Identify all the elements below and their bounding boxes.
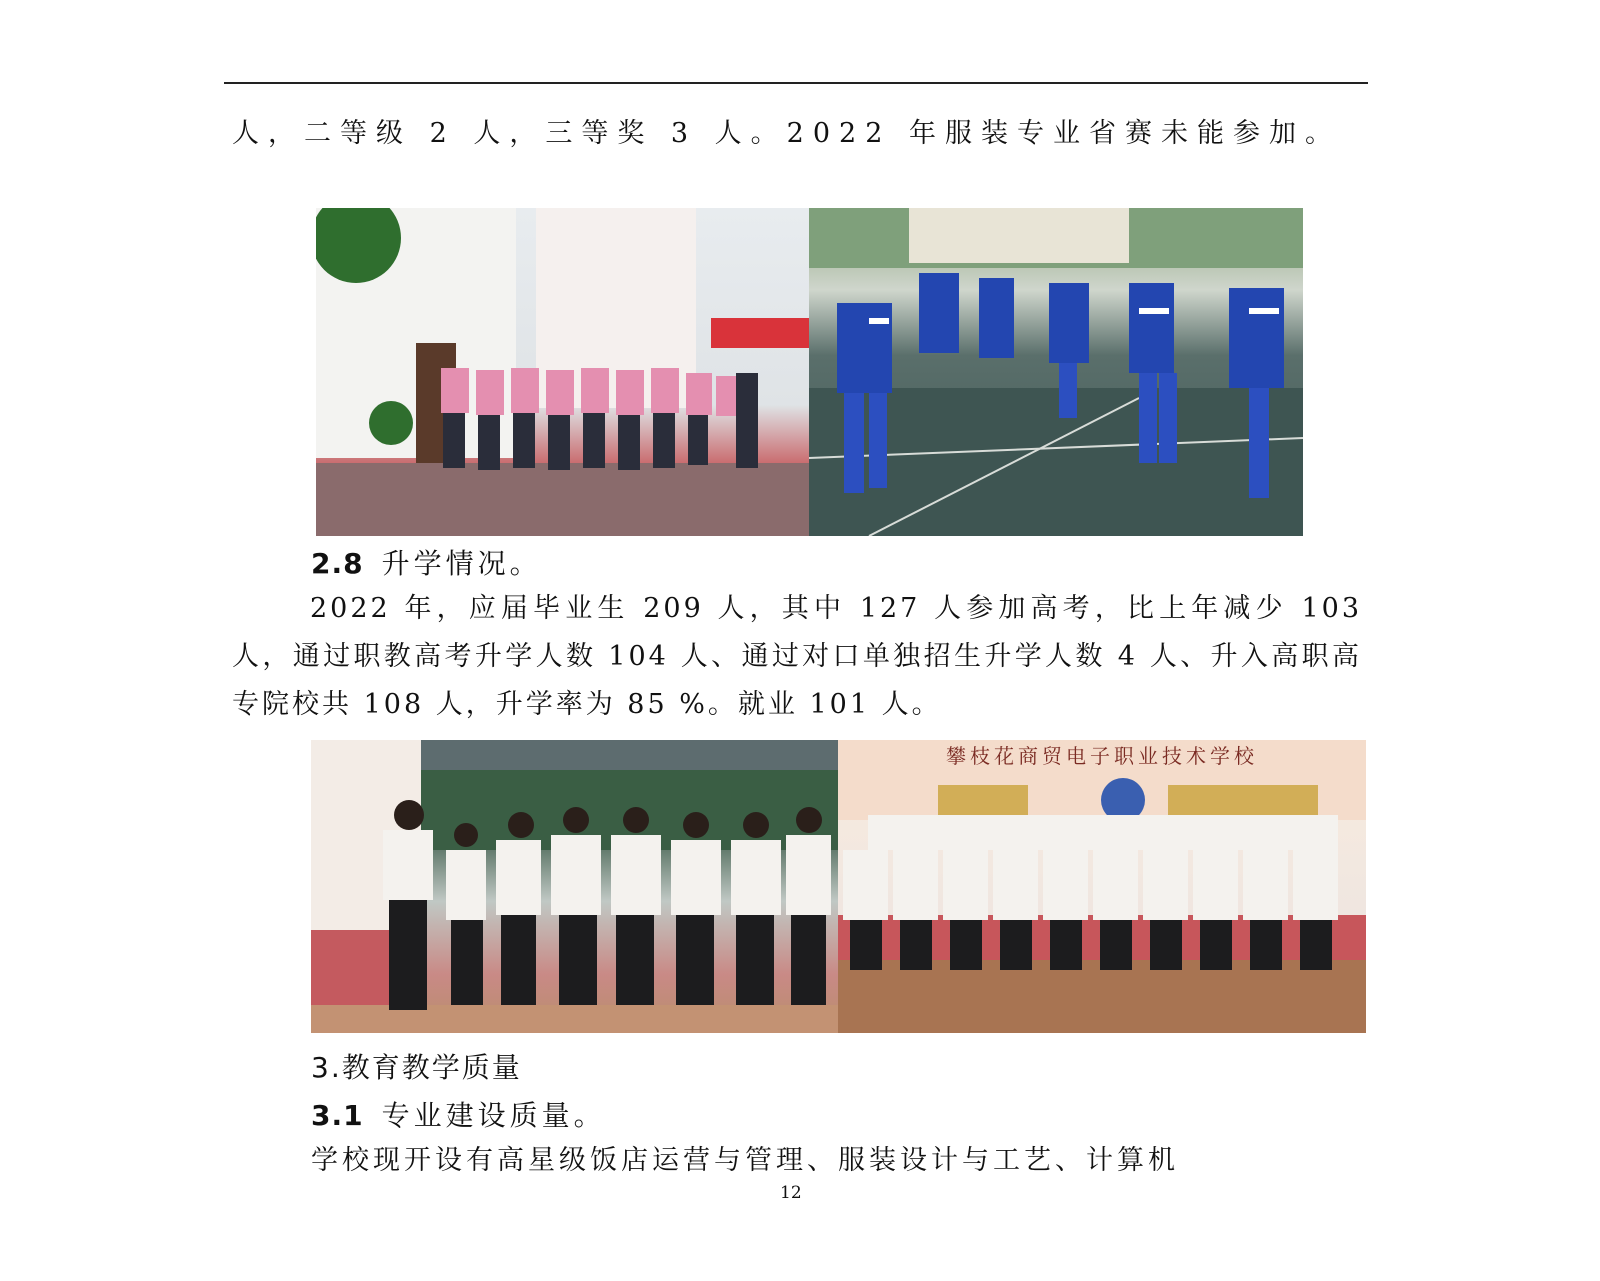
paragraph-awards: 人，二等级 2 人，三等奖 3 人。2022 年服装专业省赛未能参加。 [232,118,1341,149]
section-title: 升学情况。 [381,547,542,580]
photo-banner-school-name: 攀枝花商贸电子职业技术学校 [946,744,1258,768]
paragraph-majors: 学校现开设有高星级饭店运营与管理、服装设计与工艺、计算机 [311,1145,1179,1176]
section-number: 3.1 [311,1099,364,1132]
section-heading-2-8 [311,542,542,582]
section-heading-3-1 [311,1094,606,1134]
photo-blue-students-dancing [809,208,1303,536]
photo-students-choir-stage [838,740,1366,1033]
paragraph-enrollment [232,585,1362,729]
section-heading-3: 3.教育教学质量 [311,1051,522,1084]
section-number: 2.8 [311,547,364,580]
section-title: 专业建设质量。 [381,1099,606,1132]
photo-pink-students-marching [316,208,809,536]
header-rule [224,82,1368,84]
photo-students-taking-oath [311,740,838,1033]
page-number: 12 [780,1183,802,1203]
paragraph-enrollment-text: 2022 年，应届毕业生 209 人，其中 127 人参加高考，比上年减少 103 人，通过职教高考升学人数 104 人、通过对口单独招生升学人数 4 人、升入高职高专院校共 108 人，升学率为 85 %。就业 101 人。 [232,593,1362,720]
